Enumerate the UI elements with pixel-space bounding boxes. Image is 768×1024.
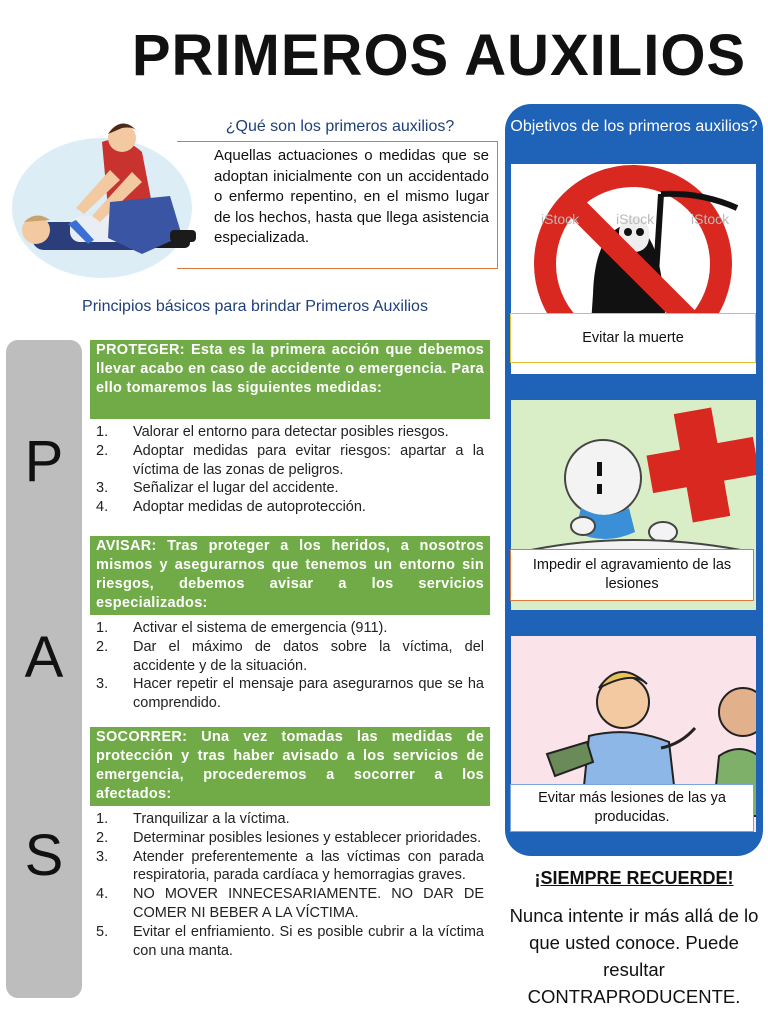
pas-letter-p: P: [24, 429, 64, 494]
svg-text:iStock: iStock: [691, 211, 730, 227]
proteger-steps: [92, 423, 484, 517]
list-item: 5. Evitar el enfriamiento. Si es posible cubrir a la víctima con una manta.: [96, 923, 484, 959]
objective-3-caption: Evitar más lesiones de las ya producidas.: [510, 784, 754, 832]
principles-heading: Principios básicos para brindar Primeros Auxilios: [82, 298, 428, 315]
list-item: 3. Atender preferentemente a las víctimas con parada respiratoria, parada cardíaca y hemorragias graves.: [96, 848, 484, 884]
list-item: 2. Adoptar medidas para evitar riesgos: apartar a la víctima de las zonas de peligros.: [96, 442, 484, 478]
pas-letter-a: A: [24, 625, 64, 690]
reminder-heading: ¡SIEMPRE RECUERDE!: [534, 868, 734, 888]
page-title: PRIMEROS AUXILIOS: [131, 23, 747, 88]
list-item: 4. Adoptar medidas de autoprotección.: [96, 499, 366, 516]
cpr-icon: [10, 112, 205, 282]
first-aid-scene-illustration: [10, 112, 205, 282]
list-item: 3. Hacer repetir el mensaje para asegurarnos que se ha comprendido.: [96, 676, 484, 712]
list-item: 1. Activar el sistema de emergencia (911).: [96, 620, 388, 636]
proteger-header: PROTEGER: Esta es la primera acción que debemos llevar acabo en caso de accidente o emergencia. Para ello tomaremos las siguientes medidas:: [90, 340, 490, 419]
svg-text:iStock: iStock: [541, 211, 580, 227]
definition-question: ¿Qué son los primeros auxilios?: [225, 118, 455, 135]
avisar-steps: [92, 619, 484, 713]
list-item: 2. Dar el máximo de datos sobre la víctima, del accidente y de la situación.: [96, 638, 484, 674]
list-item: 1. Tranquilizar a la víctima.: [96, 811, 290, 827]
objective-1-caption: Evitar la muerte: [510, 313, 756, 363]
list-item: 4. NO MOVER INNECESARIAMENTE. NO DAR DE COMER NI BEBER A LA VÍCTIMA.: [96, 886, 484, 921]
svg-text:iStock: iStock: [616, 211, 655, 227]
objective-2-caption: Impedir el agravamiento de las lesiones: [510, 549, 754, 601]
list-item: 1. Valorar el entorno para detectar posibles riesgos.: [96, 424, 449, 440]
definition-text: Aquellas actuaciones o medidas que se adoptan inicialmente con un accidentado o enfermo repentino, en el mismo lugar de los hechos, hasta que llega asistencia especializada.: [177, 141, 498, 269]
socorrer-header: SOCORRER: Una vez tomadas las medidas de protección y tras haber avisado a los servicios de emergencia, procederemos a socorrer a los afectados:: [90, 727, 490, 806]
list-item: 2. Determinar posibles lesiones y establecer prioridades.: [96, 829, 482, 846]
list-item: 3. Señalizar el lugar del accidente.: [96, 480, 339, 497]
avisar-header: AVISAR: Tras proteger a los heridos, a nosotros mismos y asegurarnos que tenemos un entorno sin riesgos, debemos avisar a los servicios especializados:: [90, 536, 490, 615]
reminder-text: Nunca intente ir más allá de lo que usted conoce. Puede resultar CONTRAPRODUCENTE.: [509, 905, 759, 1007]
pas-letter-s: S: [24, 823, 64, 888]
socorrer-steps: [92, 810, 484, 960]
objectives-heading: Objetivos de los primeros auxilios?: [510, 118, 758, 135]
